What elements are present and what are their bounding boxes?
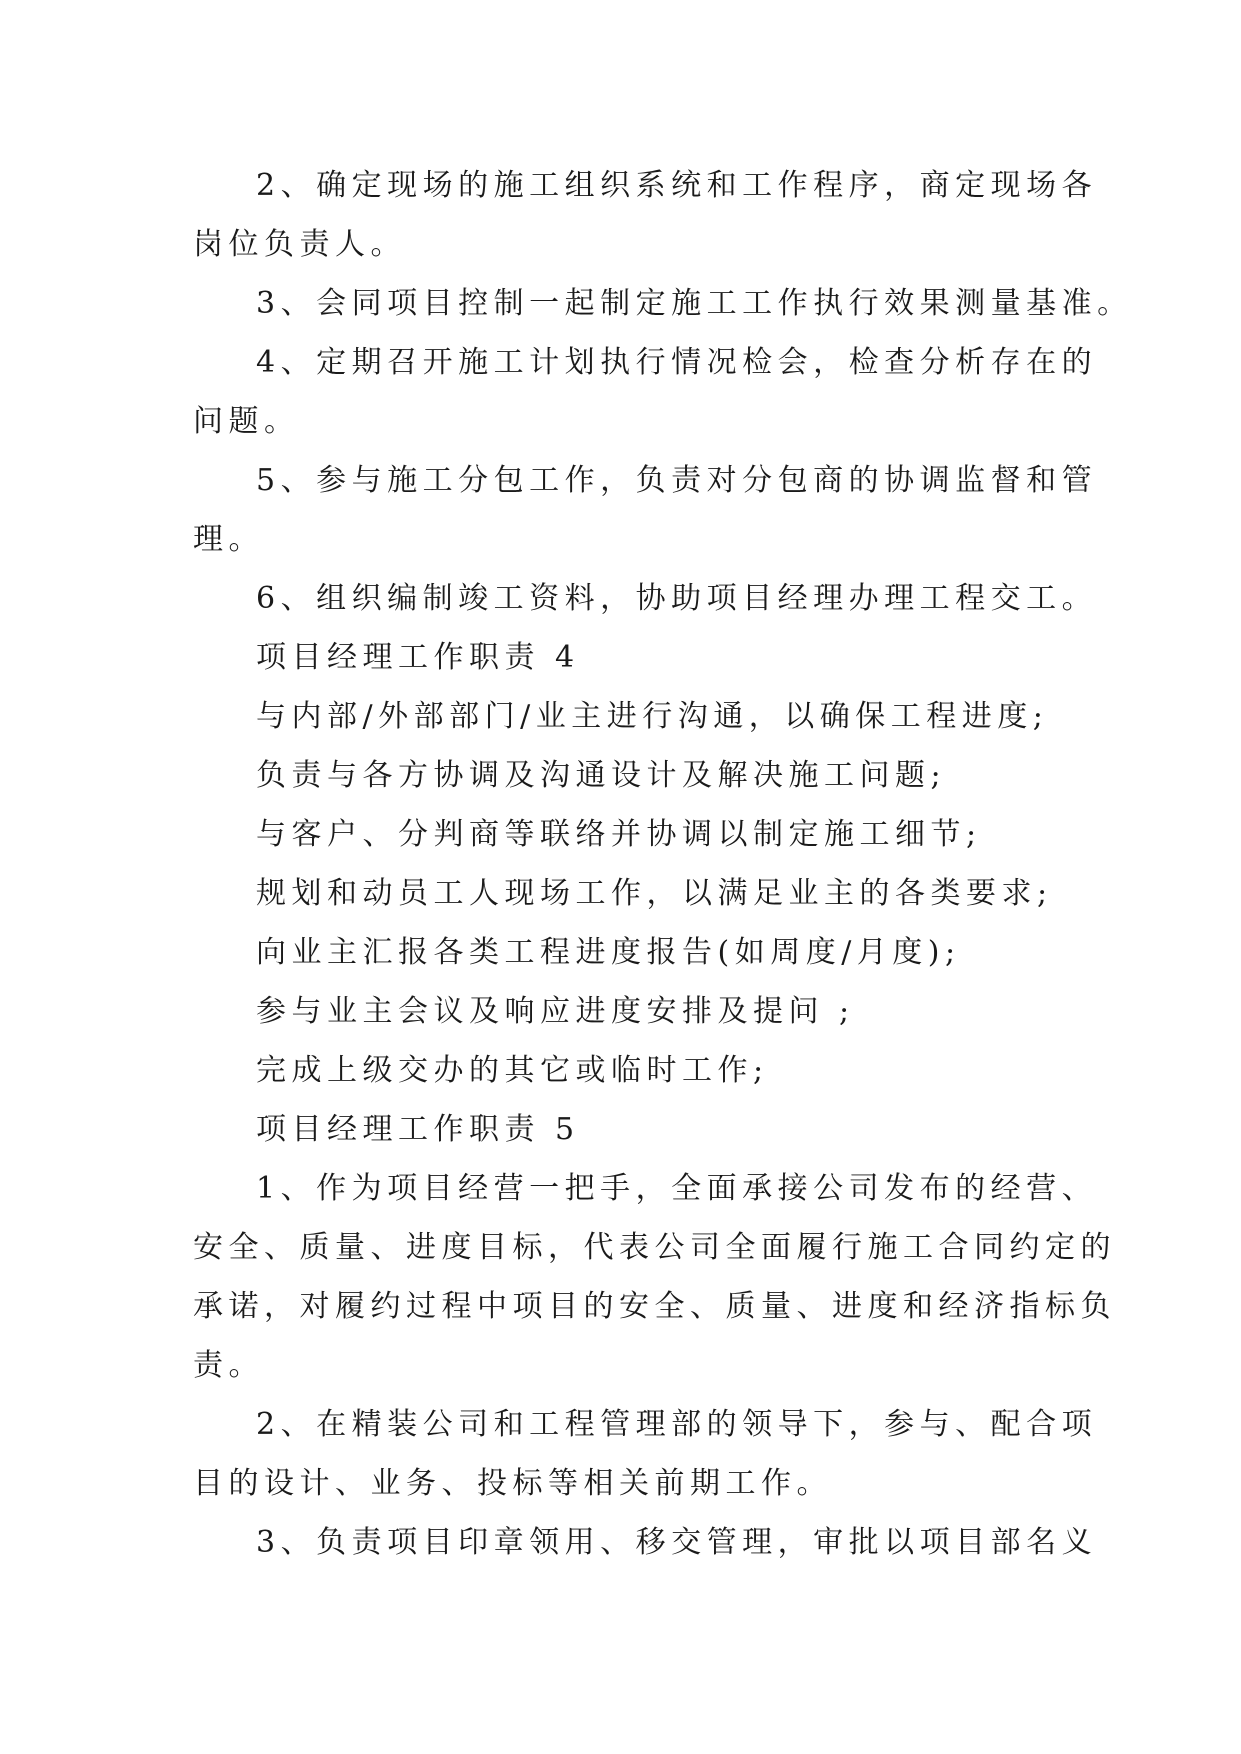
- paragraph-line: 2、在精装公司和工程管理部的领导下，参与、配合项: [256, 1407, 1098, 1442]
- paragraph-line: 与内部/外部部门/业主进行沟通，以确保工程进度;: [256, 699, 1049, 734]
- paragraph-line: 责。: [193, 1348, 264, 1383]
- paragraph-line: 5、参与施工分包工作，负责对分包商的协调监督和管: [256, 463, 1098, 498]
- paragraph-line: 3、负责项目印章领用、移交管理，审批以项目部名义: [256, 1525, 1098, 1560]
- paragraph-line: 参与业主会议及响应进度安排及提问 ;: [256, 994, 855, 1029]
- paragraph-line: 与客户、分判商等联络并协调以制定施工细节;: [256, 817, 982, 852]
- paragraph-line: 3、会同项目控制一起制定施工工作执行效果测量基准。: [256, 286, 1133, 321]
- paragraph-line: 6、组织编制竣工资料，协助项目经理办理工程交工。: [256, 581, 1098, 616]
- paragraph-line: 理。: [193, 522, 264, 557]
- paragraph-line: 2、确定现场的施工组织系统和工作程序，商定现场各: [256, 168, 1098, 203]
- paragraph-line: 目的设计、业务、投标等相关前期工作。: [193, 1466, 832, 1501]
- section-heading: 项目经理工作职责 5: [256, 1112, 580, 1147]
- paragraph-line: 1、作为项目经营一把手，全面承接公司发布的经营、: [256, 1171, 1098, 1206]
- paragraph-line: 规划和动员工人现场工作，以满足业主的各类要求;: [256, 876, 1053, 911]
- paragraph-line: 负责与各方协调及沟通设计及解决施工问题;: [256, 758, 947, 793]
- paragraph-line: 承诺，对履约过程中项目的安全、质量、进度和经济指标负: [193, 1289, 1116, 1324]
- section-heading: 项目经理工作职责 4: [256, 640, 580, 675]
- paragraph-line: 向业主汇报各类工程进度报告(如周度/月度);: [256, 935, 961, 970]
- paragraph-line: 安全、质量、进度目标，代表公司全面履行施工合同约定的: [193, 1230, 1116, 1265]
- paragraph-line: 岗位负责人。: [193, 227, 406, 262]
- paragraph-line: 4、定期召开施工计划执行情况检会，检查分析存在的: [256, 345, 1098, 380]
- paragraph-line: 完成上级交办的其它或临时工作;: [256, 1053, 769, 1088]
- paragraph-line: 问题。: [193, 404, 300, 439]
